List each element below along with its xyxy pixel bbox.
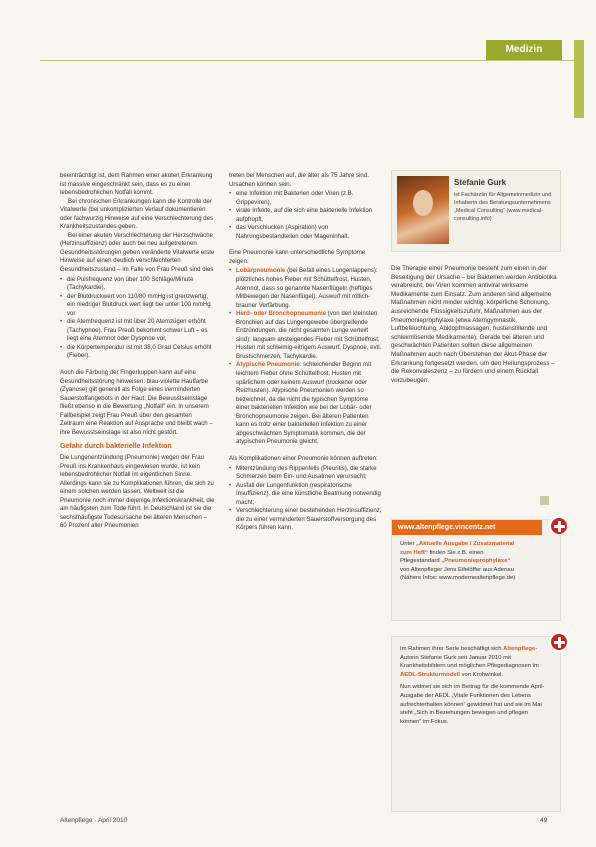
col2-paragraph-2: Eine Pneumonie kann unterschiedliche Symptome zeigen:: [229, 249, 366, 265]
list-item: • Verschlechterung einer bestehenden Herzinsuffizienz, die zu einer verminderten Sauerstoffversorgung des Körpers führen kann.: [229, 507, 383, 533]
col1-paragraph-5: Die Lungenentzündung (Pneumonie) wegen der Frau Preuß ins Krankenhaus eingewiesen wurde, ist kein lebensbedrohlicher Notfall im eigentlichen Sinne. Allerdings kann sie zu Komplikationen führen, die sich zu einem solchen werden lassen. Weltweit ist die Pneumonie noch immer diejenige Infektionskrankheit, die am häufigsten zum Tode führt. In Deutschland ist sie die sechsthäufigste Todesursache bei älteren Menschen – 60 Prozent aller Pneumonien: [60, 453, 215, 530]
list-item: • eine Infektion mit Bakterien oder Viren (z.B. Grippeviren),: [229, 190, 383, 207]
col2-paragraph-1: treten bei Menschen auf, die älter als 75 Jahre sind. Ursachen können sein:: [229, 172, 369, 188]
list-item: • das Verschlucken (Aspiration) von Nahrungsbestandteilen oder Mageninhalt.: [229, 224, 383, 241]
vital-signs-list: [60, 276, 215, 361]
col1-paragraph-3: Bei einer akuten Verschlechterung der Herzschwäche (Herzinsuffizienz) oder auch bei neu aufgetretenen Gesundheitsstörungen geben veränderte Vitalwerte erste Hinweise auf einen deutlich verschlechterten Gesundheitszustand – im Falle von Frau Preuß sind dies: [60, 231, 215, 274]
column-3: [391, 265, 561, 385]
online-info-text: [400, 540, 520, 583]
col2-paragraph-3: Als Komplikationen einer Pneumonie können auftreten:: [229, 454, 378, 462]
list-item: [229, 310, 383, 361]
series-info-text: [400, 645, 550, 726]
footer-publication: Altenpflege · April 2010: [60, 817, 128, 824]
column-1: [60, 172, 215, 531]
causes-list: [229, 190, 383, 241]
online-tail: von Altenpfleger Jens Eifelöffer aus Adenau (Nähere Infos: www.modernealtenpflege.de): [400, 566, 516, 582]
type-text: : schleichender Beginn mit leichtem Fieber ohne Schüttelfrost, Husten mit spärlichem oder keinem Auswurf (trockener oder Reizhusten). Atypische Pneumonien werden so bezeichnet, da die nicht die typischen Symptome einer bakteriellen Infektion wie bei der Lobär- oder Bronchopneumonie zeigen. Bei älteren Patienten kann es trotz einer bakteriellen Infektion zu einer abgeschwächten Symptomatik kommen, die der atypischen Pneumonie gleicht.: [236, 361, 372, 446]
type-label: Lobärpneumonie: [236, 267, 286, 275]
list-item: • virale Infekte, auf die sich eine bakterielle Infektion aufpfropft,: [229, 207, 383, 224]
online-info-box: [391, 519, 561, 621]
series-mid-2: von Krohwinkel.: [461, 671, 504, 678]
pneumonia-types-list: [229, 267, 383, 446]
plus-icon: [549, 516, 569, 536]
list-item: • Mitentzündung des Rippenfells (Pleuritis), die starke Schmerzen beim Ein- und Ausatmen verursacht;: [229, 465, 383, 482]
list-item: [229, 361, 383, 446]
col3-paragraph-1: Die Therapie einer Pneumonie besteht zum einen in der Beseitigung der Ursache – bei Bakterien werden Antibiotika verabreicht, bei Viren kommen antiviral wirksame Medikamente zum Einsatz. Zum anderen sind allgemeine Maßnahmen nicht minder wichtig: körperliche Schonung, ausreichende Flüssigkeitszufuhr, Maßnahmen aus der Pneumonieprophylaxe (etwa Atemgymnastik, Luftbefeuchtung, Abklopfmassagen, hustenstillende und schleimlösende Medikamente). Gerade bei älteren und geschwächten Patienten sollten diese allgemeinen Maßnahmen auch nach Überstehen der Akut-Phase der Erkrankung fortgesetzt werden, um den Heilungsprozess – die Rekonvaleszenz – zu fördern und einem Rückfall vorzubeugen.: [391, 265, 557, 384]
online-lead: Unter: [400, 541, 415, 547]
online-link-title[interactable]: www.altenpflege.vincentz.net: [392, 520, 542, 535]
type-label: Herd- oder Bronchopneumonie: [236, 310, 327, 318]
author-description: ist Fachärztin für Allgemeinmedizin und Inhaberin des Beratungsunternehmens „Medical Consulting“ (www.medical-consulting.info): [454, 192, 552, 222]
footer-page-number: 49: [540, 817, 548, 824]
section-rule: [40, 60, 580, 61]
series-lead: Im Rahmen ihrer Serie beschäftigt sich: [400, 646, 502, 652]
spacer: [400, 679, 550, 683]
list-item: • die Körpertemperatur ist mit 38,0 Grad Celsius erhöht (Fieber).: [60, 344, 215, 361]
plus-icon: [549, 632, 569, 652]
author-face: [413, 190, 433, 216]
series-mid-1: -Autorin Stefanie Gurk seit Januar 2010 mit Krankheitsbildern und möglichen Pflegediagnosen im: [400, 646, 539, 670]
col1-paragraph-1: beeinträchtigt ist, dem Rahmen einer akuten Erkrankung ist massive eingeschränkt sein, dass es zu einer lebensbedrohlichen Notfall kommt.: [60, 172, 213, 197]
subheading-bacterial-infection: Gefahr durch bakterielle Infektion: [60, 443, 172, 451]
author-name: Stefanie Gurk: [454, 178, 507, 187]
type-label: Atypische Pneumonie: [236, 361, 300, 369]
list-item: • der Blutdruckwert von 110/80 mmHg ist grenzwertig, ein niedriger Blutdruck wert liegt bei unter 100 mmHg vor: [60, 293, 215, 319]
online-link-2[interactable]: „Pneumonieprophylaxe“: [441, 558, 511, 565]
online-link-1[interactable]: „Aktuelle Ausgabe / Zusatzmaterial zum Heft“: [400, 541, 515, 556]
complications-list: [229, 465, 383, 533]
side-stripe: [574, 40, 584, 118]
section-tab: Medizin: [486, 40, 562, 60]
type-text: (von den kleinsten Bronchien auf das Lungengewebe übergreifende Entzündungen, die nicht gesamten Lunge verteilt sind): langsam ansteigendes Fieber mit Schüttelfrost, Husten mit schleimig-eitrigem Auswurf, Dyspnoe, evtl. Brustschmerzen, Tachykardie.: [236, 310, 382, 360]
list-item: • Ausfall der Lungenfunktion (respiratorische Insuffizienz), die eine künstliche Beatmung notwendig macht;: [229, 482, 383, 508]
author-photo: [397, 176, 449, 244]
end-of-article-mark: [540, 496, 549, 505]
col1-paragraph-4: Auch die Färbung der Fingerkuppen kann auf eine Gesundheitsstörung hinweisen: blau-violette Hautfarbe (Zyanose) gilt generell als Folge eines verminderten Sauerstoffangebots in der Haut. Die Bewusstseinslage fließt ebenso in die Bewertung „Notfall" ein. In unserem Fallbeispiel zeigt Frau Preuß über den gesamten Zeitraum eine Reaktion auf Ansprache und bleibt wach – ihre Bewusstseinslage ist also nicht gestört.: [60, 369, 213, 436]
series-info-box: [391, 636, 561, 812]
series-paragraph-2: Nun widmet sie sich im Beitrag für die kommende April-Ausgabe der AEDL „Vitale Funktionen des Lebens aufrechterhalten können“ gewidmet hat und sie im Mai steht „Sich in Beziehungen bewegen und pflegen können“ im Fokus.: [400, 684, 545, 725]
series-highlight-1: Altenpflege: [503, 646, 536, 652]
list-item: • die Atemfrequenz ist mit über 20 Atemzügen erhöht (Tachypnoe). Frau Preuß bekommt schwer Luft – es liegt eine Atemnot oder Dyspnoe vor,: [60, 318, 215, 344]
column-2: [229, 172, 383, 535]
author-box: [391, 170, 561, 252]
list-item: [229, 267, 383, 310]
list-item: • die Pulsfrequenz von über 100 Schläge/Minute (Tachykardie),: [60, 276, 215, 293]
col1-paragraph-2: Bei chronischen Erkrankungen kann die Kontrolle der Vitalwerte (bei unkomplizierten Verlauf dokumentieren oder fachwurzig Hinweise auf eine Verschlechterung des Krankheitszustandes geben.: [60, 197, 214, 231]
online-mid: finden Sie z.B. einen Pflegestandard: [400, 549, 484, 565]
series-highlight-2: AEDL-Strukturmodell: [400, 671, 460, 678]
type-text: (bei Befall eines Lungenlappens): plötzliches hohes Fieber mit Schüttelfrost, Husten, Atemnot, dass so genannte Nasenflügeln (heftiges Mitbewegen der Nasenflügel), Auswurf mit rötlich-brauner Verfärbung.: [236, 267, 378, 309]
